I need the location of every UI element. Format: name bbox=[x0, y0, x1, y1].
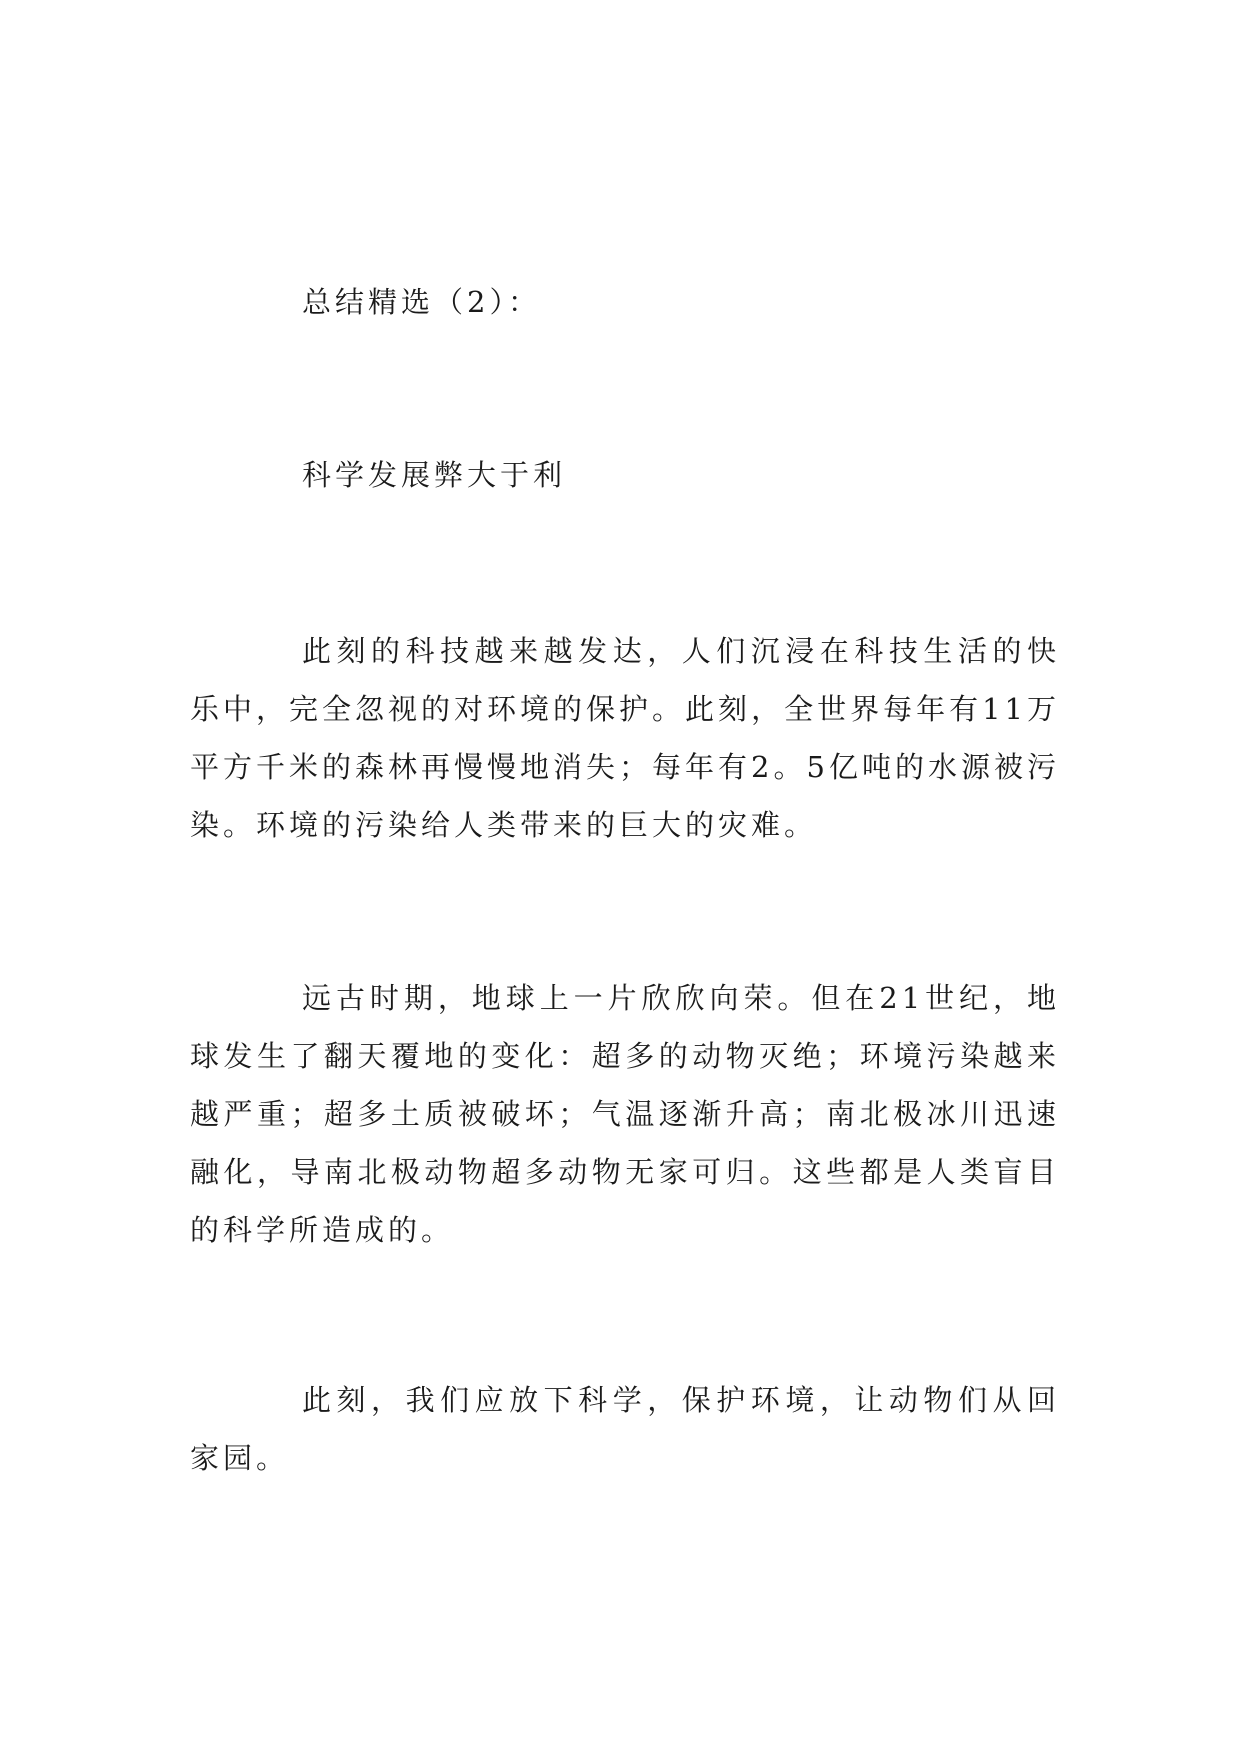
body-paragraph-2: 远古时期，地球上一片欣欣向荣。但在21世纪，地球发生了翻天覆地的变化：超多的动物灭绝；环境污染越来越严重；超多土质被破坏；气温逐渐升高；南北极冰川迅速融化，导南北极动物超多动物无家可归。这些都是人类盲目的科学所造成的。 bbox=[190, 981, 1060, 1247]
section-heading: 总结精选（2）： bbox=[302, 285, 541, 319]
body-paragraph-1: 此刻的科技越来越发达，人们沉浸在科技生活的快乐中，完全忽视的对环境的保护。此刻，全世界每年有11万平方千米的森林再慢慢地消失；每年有2。5亿吨的水源被污染。环境的污染给人类带来的巨大的灾难。 bbox=[190, 634, 1060, 842]
essay-title: 科学发展弊大于利 bbox=[302, 458, 567, 492]
body-paragraph-3: 此刻，我们应放下科学，保护环境，让动物们从回家园。 bbox=[190, 1383, 1060, 1475]
